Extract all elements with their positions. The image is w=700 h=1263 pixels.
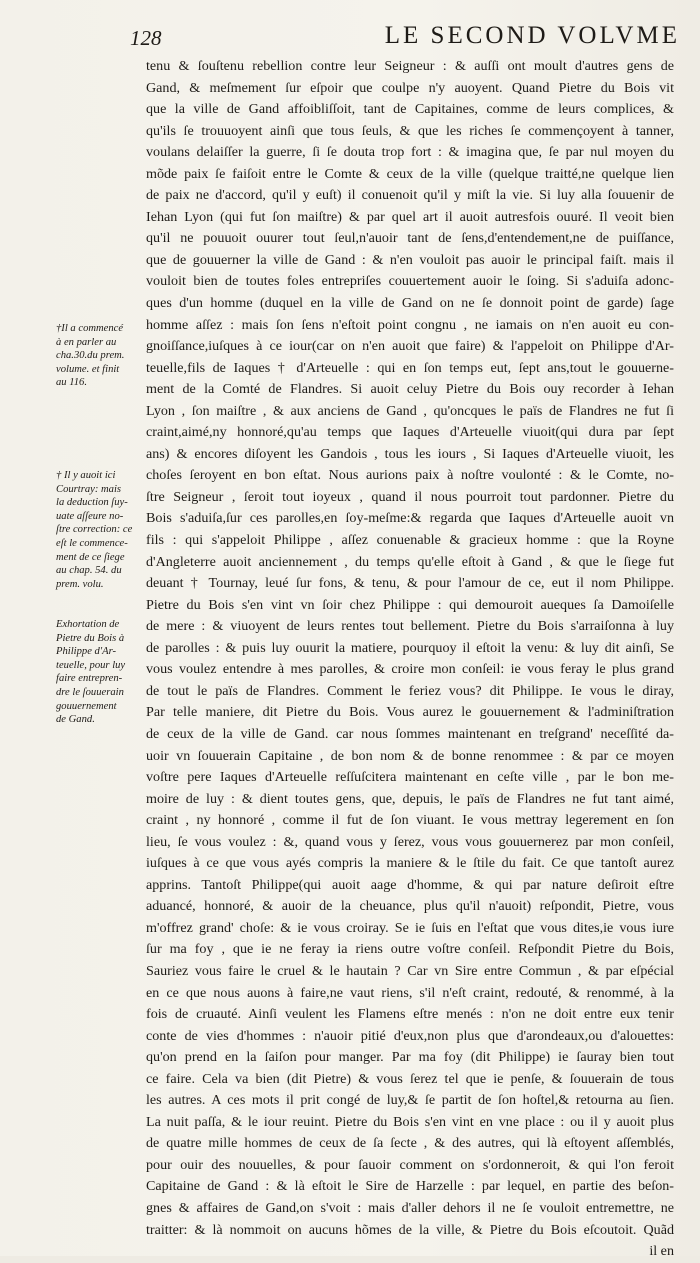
text-line: fois de cruauté. Ainſi veulent les Flamens eſtre menés : n'on ne doit entre eux tenir: [146, 1006, 674, 1023]
text-line: apprins. Tantoſt Philippe(qui auoit aage d'homme, & qui par nature deſiroit eſtre: [146, 876, 674, 893]
text-line: homme aſſez : mais ſon ſens n'eſtoit point congnu , ne iamais on n'en auoit eu con-: [146, 316, 674, 333]
text-line: moire de luy : & dient toutes gens, que, depuis, le païs de Flandres ne fut tant aimé,: [146, 790, 674, 807]
margin-note-line: † Il y auoit ici: [56, 470, 116, 481]
text-line: Pietre du Bois s'en vint vn ſoir chez Philippe : qui demouroit aueques ſa Damoiſelle: [146, 596, 674, 613]
margin-note-line: Courtray: mais: [56, 483, 122, 495]
text-line: tenu & ſouſtenu rebellion contre leur Seigneur : & auſſi ont moult d'autres gens de: [146, 58, 674, 74]
text-line: il en: [649, 1243, 674, 1260]
margin-note-line: au 116.: [56, 377, 87, 389]
text-line: gnoiſſance,iuſques à ce iour(car on n'en auoit que faire) & l'appeloit on Philippe d'Ar-: [146, 338, 674, 355]
margin-note-line: Exhortation de: [56, 619, 120, 630]
text-line: les autres. A ces mots il prit congé de luy,& ſe partit de ſon hoſtel,& retourna au ſien.: [146, 1092, 674, 1109]
margin-note-line: ment de ce ſiege: [56, 551, 125, 563]
text-line: craint,aimé,ny honnoré,qu'au temps que Iaques d'Arteuelle viuoit(qui dura par ſept: [146, 424, 674, 441]
page-header: [130, 22, 690, 52]
text-line: deuant † Tournay, leué ſur fons, & tenu, & pour l'amour de ce, eut il nom Philippe.: [146, 575, 674, 592]
margin-note-line: ſtre correction: ce: [56, 524, 133, 536]
text-line: d'Angleterre auoit anciennement , du temps qu'elle eſtoit à Gand , & que le ſiege fut: [146, 553, 674, 570]
text-line: ſtre Seigneur , ſeroit tout ioyeux , quand il nous pourroit tout pardonner. Pietre du: [146, 488, 674, 505]
margin-note-line: prem. volu.: [56, 578, 104, 590]
text-line: iuſques à ce que vous ayés compris la maniere & le ſtile du fait. Ce que tantoſt aurez: [146, 855, 674, 872]
text-line: Bois s'aduiſa,ſur ces parolles,en ſoy-meſme:& regarda que Iaques d'Arteuelle auoit vn: [146, 510, 674, 527]
margin-note-3: [56, 618, 144, 727]
text-line: ques d'un homme (duquel en la ville de Gand on ne ſe donnoit point de garde) ſage: [146, 295, 674, 312]
text-line: Lyon , ſon maiſtre , & aux anciens de Gand , qu'oncques le païs de Flandres ne fut ſi: [146, 402, 674, 419]
text-line: mõde paix ſe faiſoit entre le Comte & ceux de la ville (quelque traitté,ne quelque lien: [146, 165, 674, 182]
margin-note-line: faire entrepren-: [56, 673, 123, 685]
text-line: en ce que nous auons à faire,ne vaut riens, s'il n'eſt craint, redouté, & renommé, à la: [146, 984, 674, 1001]
text-line: craint , ny honnoré , comme il fut de ſon viuant. Ie vous mettray legerement en ſon: [146, 812, 674, 829]
text-line: aduancé, honnoré, & auoir de la cheuance, plus qu'il n'auoit) reſpondit, Pietre, vous: [146, 898, 674, 915]
text-line: vouloit bien de toutes foles entrepriſes couuertement auoir le ſoing. Si s'aduiſa adonc-: [146, 273, 674, 290]
text-line: Capitaine de Gand : & là eſtoit le Sire de Harzelle : par lequel, en partie des beſon-: [146, 1178, 674, 1195]
text-line: gnes & affaires de Gand,on s'voit : mais d'aller dehors il ne ſe vouloit entremettre, ne: [146, 1199, 674, 1216]
margin-note-line: eſt le commence-: [56, 537, 128, 549]
text-line: fils : qui s'appeloit Philippe , aſſez conuenable & gracieux homme : que la Royne: [146, 532, 674, 549]
text-line: ans) & encores diſoyent les Gandois , tous les iours , Si Iaques d'Arteuelle viuoit, les: [146, 445, 674, 462]
text-line: Iehan Lyon (qui fut ſon maiſtre) & par quel art il auoit autresfois ouuré. Il veoit bien: [146, 208, 674, 225]
margin-note-line: de Gand.: [56, 714, 95, 726]
text-line: ce faire. Cela va bien (dit Pietre) & vous ſerez tel que ie penſe, & ſouuerain de tous: [146, 1070, 674, 1087]
text-line: La nuit paſſa, & le iour reuint. Pietre du Bois s'en vint en vne place : ou il y auoit plus: [146, 1113, 674, 1130]
margin-note-line: Pietre du Bois à: [56, 632, 125, 644]
text-line: de ceux de la ville de Gand. car nous ſommes maintenant en treſgrand' neceſſité da-: [146, 725, 674, 742]
text-line: que la ville de Gand affoibliſſoit, tant de Capitaines, comme de leurs complices, &: [146, 101, 674, 118]
text-line: que de gouuerner la ville de Gand : & n'en vouloit pas auoir le principal faiſt. mais il: [146, 251, 674, 268]
text-line: de paix ne d'accord, qu'il y euſt) il conuenoit qu'il y miſt la vie. Si luy alla ſouuenir de: [146, 187, 674, 204]
margin-note-line: volume. et finit: [56, 363, 120, 375]
running-title: LE SECOND VOLVME: [384, 22, 680, 49]
text-line: uoir vn ſouuerain Capitaine , de bon nom & de bonne renommee : & par ce moyen: [146, 747, 674, 764]
text-line: qu'ils ſe trouuoyent ainſi que tous ſeuls, & que les riches ſe commençoyent à tanner,: [146, 122, 674, 139]
margin-note-1: [56, 322, 144, 390]
text-line: qu'il ne pouuoit ouurer tout ſeul,n'auoir tant de ſens,d'entendement,ne de puiſſance,: [146, 230, 674, 247]
margin-note-line: dre le ſouuerain: [56, 686, 124, 698]
text-line: Par telle maniere, dit Pietre du Bois. Vous aurez le gouuernement & l'adminiſtration: [146, 704, 674, 721]
text-line: de tout le païs de Flandres. Comment le feriez vous? dit Philippe. Ie vous le diray,: [146, 682, 674, 699]
margin-note-line: à en parler au: [56, 336, 117, 348]
body-text: [146, 56, 674, 1263]
text-line: qu'on prend en la ſaiſon pour manger. Par ma foy (dit Philippe) ie ſauray bien tout: [146, 1049, 674, 1066]
text-line: Sauriez vous faire le cruel & le hautain ? Car vn Sire entre Commun , & par eſpécial: [146, 962, 674, 979]
text-line: ſur ma foy , que ie ne feray ia riens outre voſtre conſeil. Reſpondit Pietre du Bois,: [146, 941, 674, 958]
margin-note-line: la deduction ſuy-: [56, 497, 128, 509]
text-line: traitter: & là nommoit on aucuns hõmes de la ville, & Pietre du Bois eſcoutoit. Quãd: [146, 1221, 674, 1238]
text-line: vous voulez entendre à mes parolles, & croire mon conſeil: ie vous feray le plus grand: [146, 661, 674, 678]
text-line: voulans delaiſſer la guerre, ſi ſe douta trop fort : & imagina que, ſe par nul moyen du: [146, 144, 674, 161]
text-line: conte de vies d'hommes : n'auoir pitié d'eux,non plus que d'arondeaux,ou d'alouettes:: [146, 1027, 674, 1044]
text-line: ment de la Comté de Flandres. Si auoit celuy Pietre du Bois ouy recorder à Iehan: [146, 381, 674, 398]
text-line: de quatre mille hommes de ceux de ſa ſecte , & des autres, qui là eſtoyent aſſemblés,: [146, 1135, 674, 1152]
text-line: de mere : & viuoyent de leurs rentes tout bellement. Pietre du Bois s'arraiſonna à luy: [146, 618, 674, 635]
page-number: 128: [130, 26, 162, 50]
margin-note-line: Philippe d'Ar-: [56, 646, 117, 658]
margin-note-line: uate aſſeure no-: [56, 510, 124, 522]
text-line: de parolles : & puis luy ouurit la matiere, pourquoy il eſtoit la venu: & luy dit ainſi, Se: [146, 639, 674, 656]
text-line: choſes ſeroyent en bon eſtat. Nous aurions paix à noſtre voulonté : & le Comte, no-: [146, 467, 674, 484]
text-line: Gand, & meſmement ſur eſpoir que coulpe n'y auoyent. Quand Pietre du Bois vit: [146, 79, 674, 96]
text-line: voſtre pere Iaques d'Arteuelle reſſuſcitera maintenant en ceſte ville , par le bon me-: [146, 769, 674, 786]
margin-note-line: gouuernement: [56, 700, 117, 712]
margin-note-2: [56, 469, 144, 591]
margin-note-line: au chap. 54. du: [56, 565, 122, 577]
text-line: m'offrez grand' choſe: & ie vous croiray. Se ie ſuis en l'eſtat que vous dites,ie vous iure: [146, 919, 674, 936]
margin-note-line: †Il a commencé: [56, 323, 124, 334]
text-line: lieu, ſe vous voulez : &, quand vous y ſerez, vous vous gouuernerez par mon conſeil,: [146, 833, 674, 850]
text-line: pour ouir des nouuelles, & pour ſauoir comment on s'ordonneroit, & qui l'on feroit: [146, 1156, 674, 1173]
text-line: teuelle,fils de Iaques † d'Arteuelle : qui en ſon temps eut, ſept ans,tout le gouuerne-: [146, 359, 674, 376]
margin-note-line: teuelle, pour luy: [56, 659, 126, 671]
margin-note-line: cha.30.du prem.: [56, 350, 125, 362]
